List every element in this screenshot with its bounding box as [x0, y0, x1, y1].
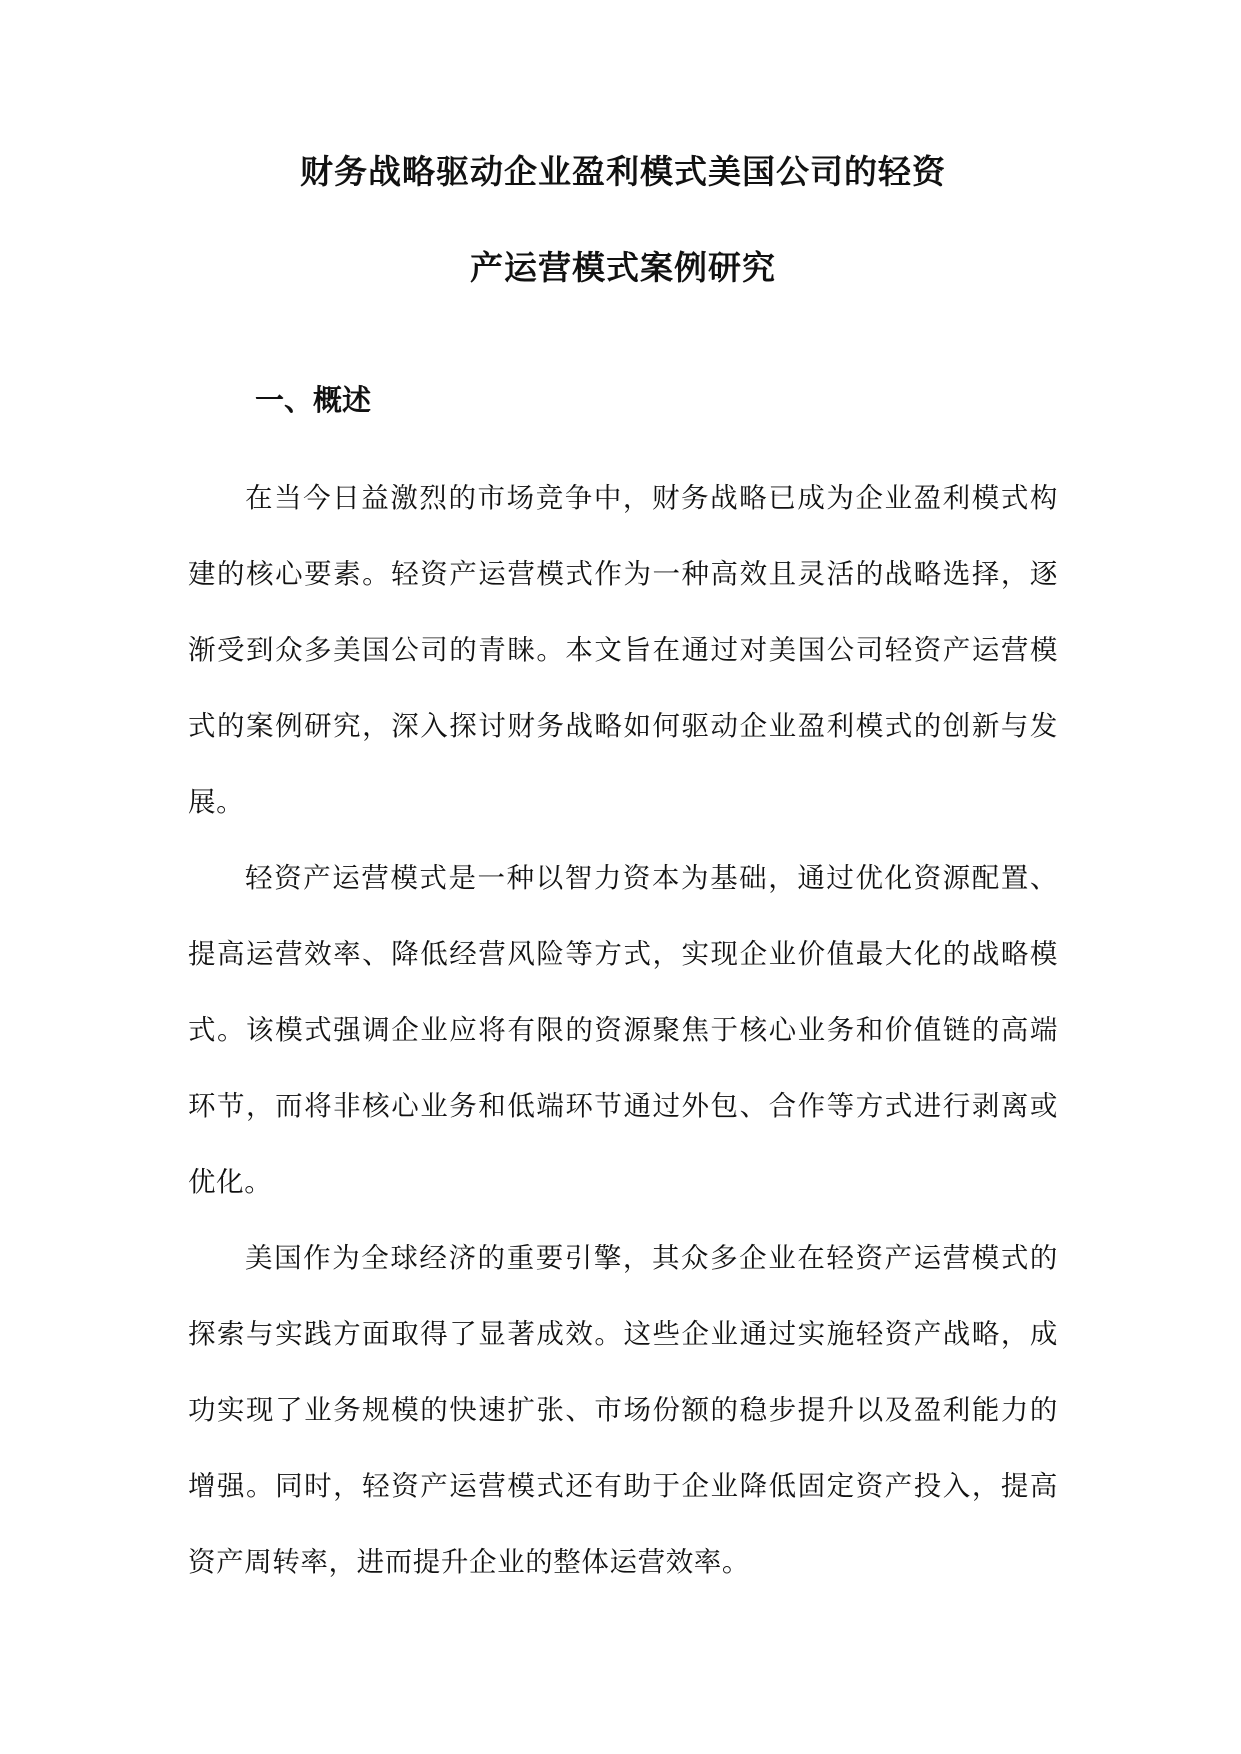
paragraph-2: 轻资产运营模式是一种以智力资本为基础，通过优化资源配置、提高运营效率、降低经营风险等方式，实现企业价值最大化的战略模式。该模式强调企业应将有限的资源聚焦于核心业务和价值链的高端环节，而将非核心业务和低端环节通过外包、合作等方式进行剥离或优化。	[188, 862, 1058, 1198]
document-title	[188, 148, 1058, 292]
paragraph-3: 美国作为全球经济的重要引擎，其众多企业在轻资产运营模式的探索与实践方面取得了显著成效。这些企业通过实施轻资产战略，成功实现了业务规模的快速扩张、市场份额的稳步提升以及盈利能力的增强。同时，轻资产运营模式还有助于企业降低固定资产投入，提高资产周转率，进而提升企业的整体运营效率。	[188, 1242, 1058, 1578]
section-heading-overview: 一、概述	[255, 383, 372, 417]
title-line-1: 财务战略驱动企业盈利模式美国公司的轻资	[300, 152, 946, 191]
paragraph-1: 在当今日益激烈的市场竞争中，财务战略已成为企业盈利模式构建的核心要素。轻资产运营模式作为一种高效且灵活的战略选择，逐渐受到众多美国公司的青睐。本文旨在通过对美国公司轻资产运营模式的案例研究，深入探讨财务战略如何驱动企业盈利模式的创新与发展。	[188, 482, 1058, 818]
title-line-2: 产运营模式案例研究	[470, 248, 776, 287]
body-text	[188, 460, 1058, 1600]
